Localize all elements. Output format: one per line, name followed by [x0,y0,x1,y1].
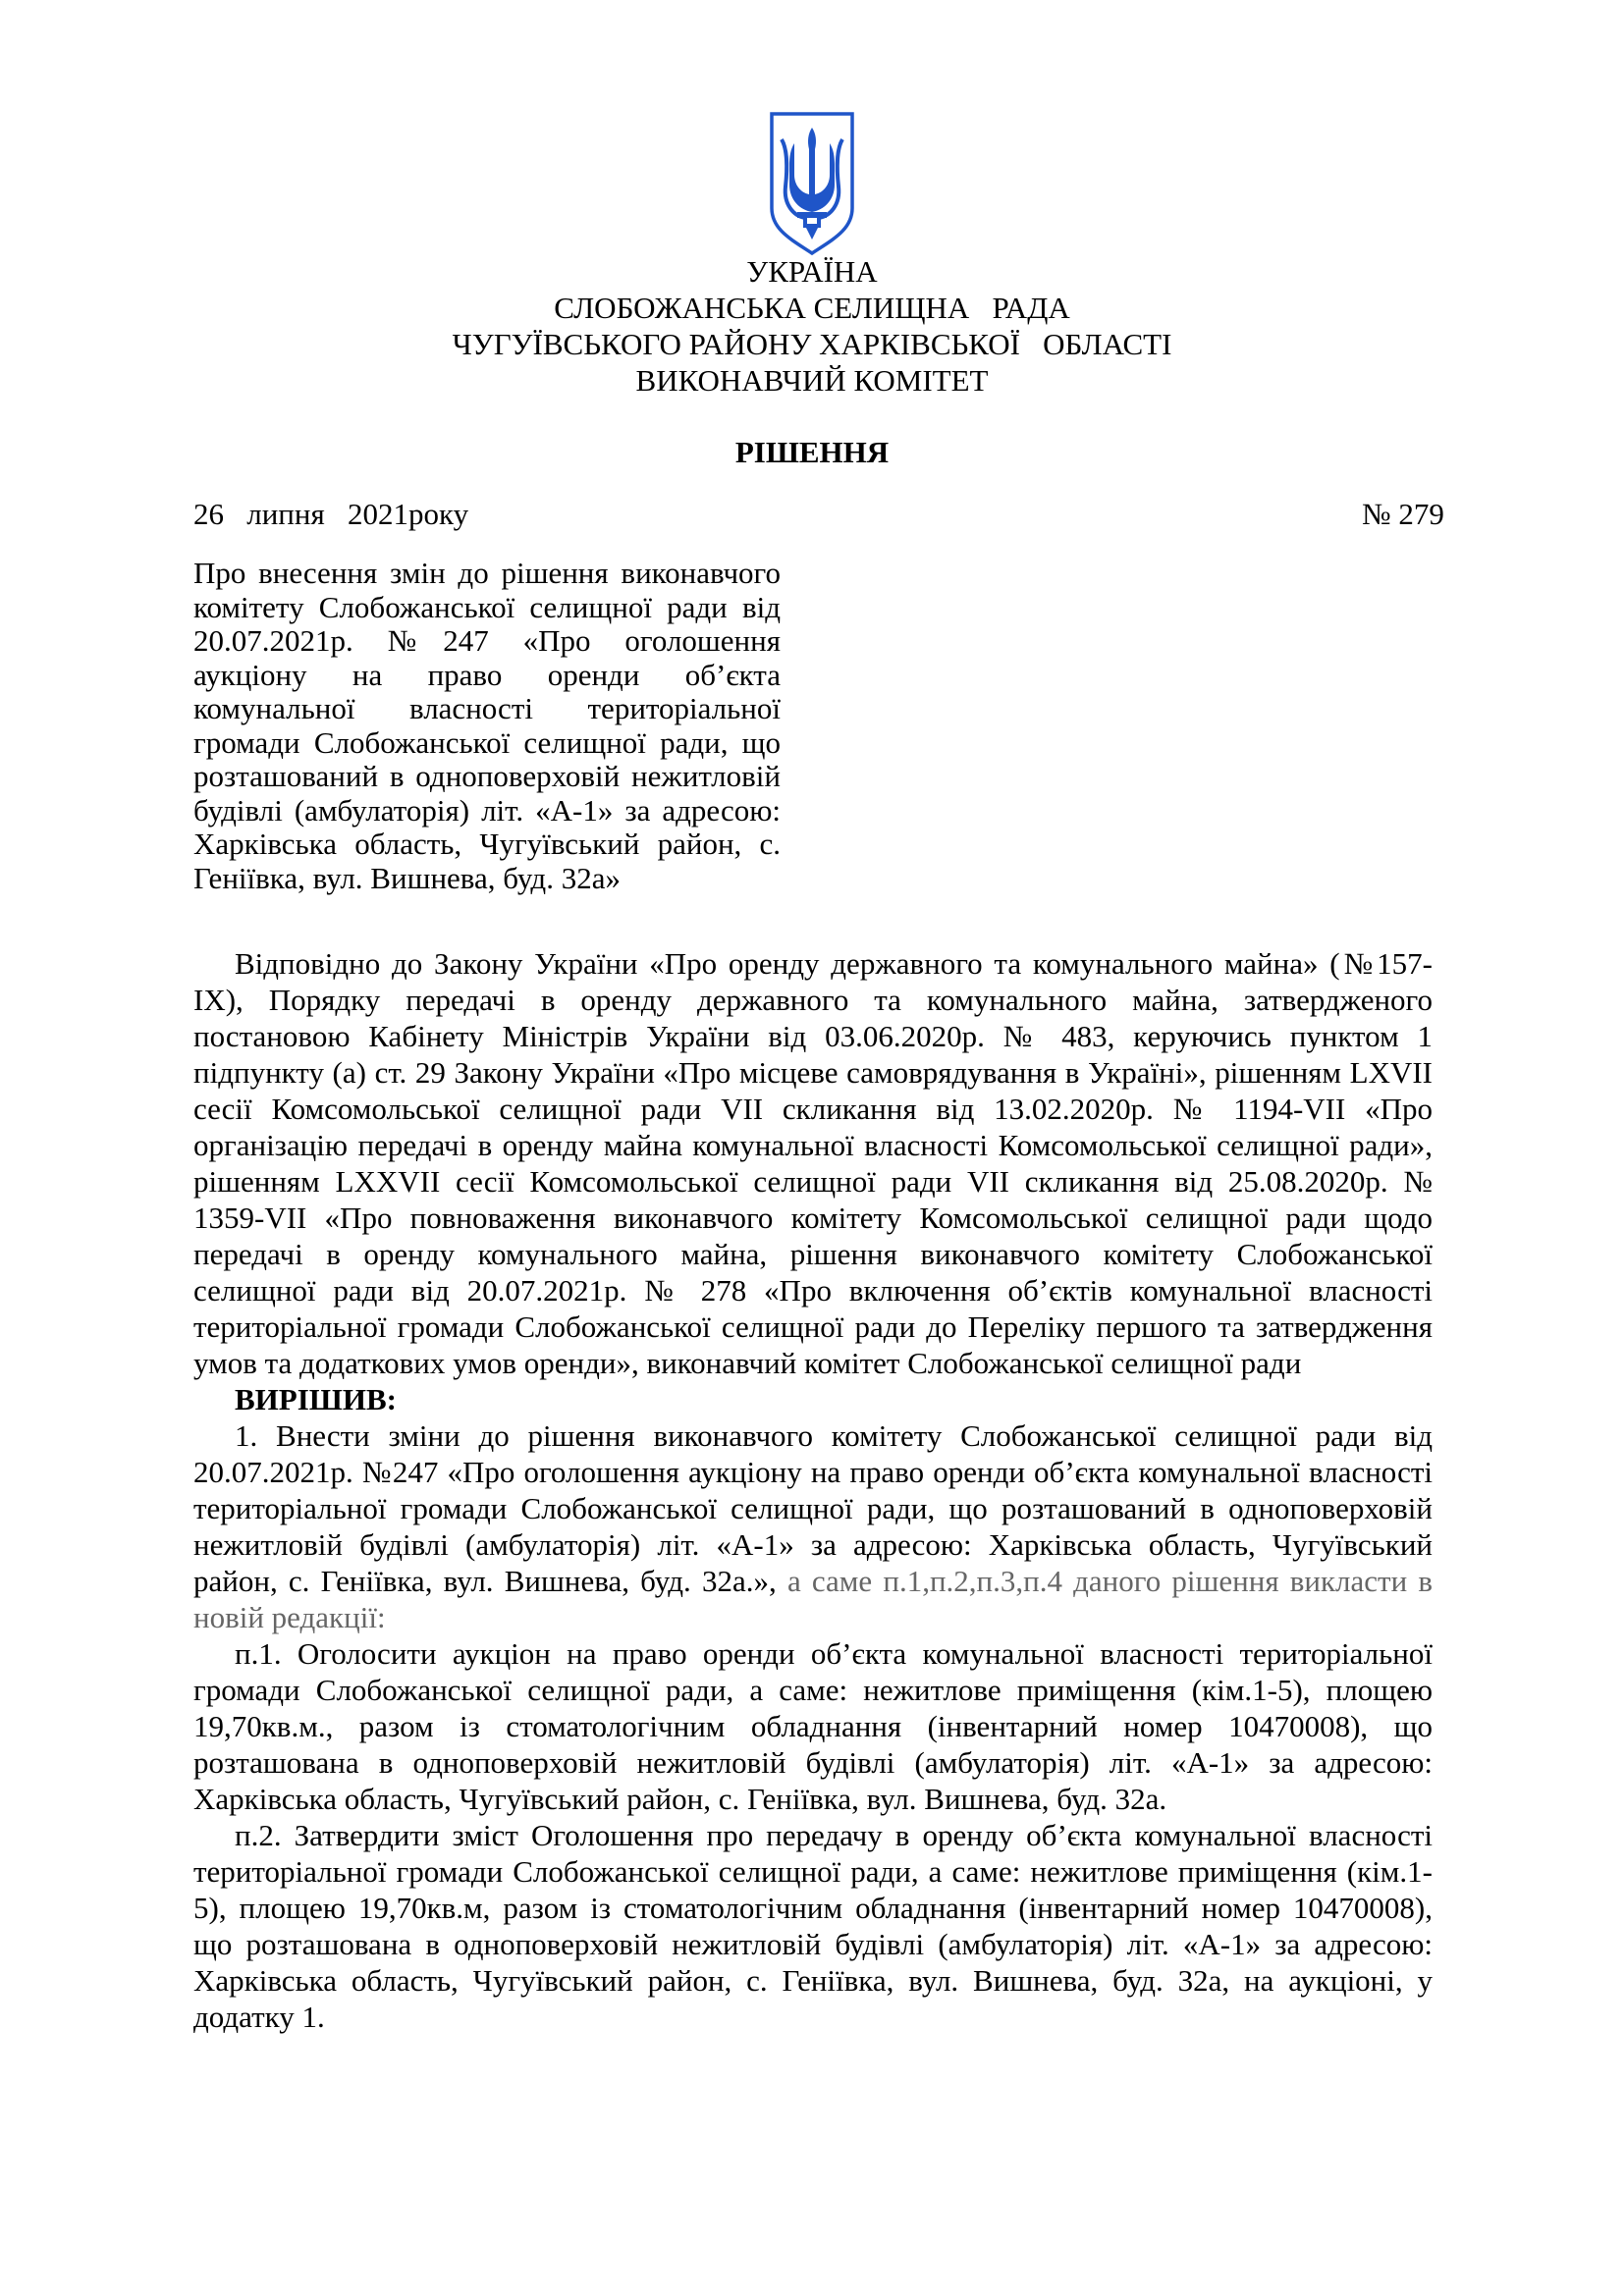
item-1-paragraph [193,1417,1433,1635]
document-number: № 279 [1362,497,1444,531]
committee-name: ВИКОНАВЧИЙ КОМІТЕТ [635,363,989,398]
document-body [193,945,1433,2035]
country-name: УКРАЇНА [746,254,878,289]
decided-heading: ВИРІШИВ: [235,1382,397,1416]
preamble-paragraph: Відповідно до Закону України «Про оренду державного та комунального майна» (№157- IX), Порядку передачі в оренду державного та комунального майна, затвердженого постановою Кабінету Міністрів України від 03.06.2020р. № 483, керуючись пунктом 1 підпункту (а) ст. 29 Закону України «Про місцеве самоврядування в Україні», рішенням LXVII сесії Комсомольської селищної ради VII скликання від 13.02.2020р. № 1194-VII «Про організацію передачі в оренду майна комунальної власності Комсомольської селищної ради», рішенням LXXVII сесії Комсомольської селищної ради VII скликання від 25.08.2020р. № 1359-VII «Про повноваження виконавчого комітету Комсомольської селищної ради щодо передачі в оренду комунального майна, рішення виконавчого комітету Слобожанської селищної ради від 20.07.2021р. № 278 «Про включення об’єктів комунальної власності територіальної громади Слобожанської селищної ради до Переліку першого та затвердження умов та додаткових умов оренди», виконавчий комітет Слобожанської селищної ради [193,946,1433,1380]
document-date: 26 липня 2021року [193,497,469,531]
council-name: СЛОБОЖАНСЬКА СЕЛИЩНА РАДА [554,291,1070,325]
issuer-header [0,253,1624,399]
coat-of-arms-icon [768,110,856,255]
district-name: ЧУГУЇВСЬКОГО РАЙОНУ ХАРКІВСЬКОЇ ОБЛАСТІ [452,327,1172,361]
document-title: РІШЕННЯ [734,435,890,469]
point-2-paragraph: п.2. Затвердити зміст Оголошення про передачу в оренду об’єкта комунальної власності територіальної громади Слобожанської селищної ради, а саме: нежитлове приміщення (кім.1-5), площею 19,70кв.м, разом із стоматологічним обладнання (інвентарний номер 10470008), що розташована в одноповерховій нежитловій будівлі (амбулаторія) літ. «А-1» за адресою: Харківська область, Чугуївський район, с. Геніївка, вул. Вишнева, буд. 32а, на аукціоні, у додатку 1. [193,1818,1433,2034]
document-subject: Про внесення змін до рішення виконавчого комітету Слобожанської селищної ради від 20.07.2021р. №247 «Про оголошення аукціону на право оренди об’єкта комунальної власності територіальної громади Слобожанської селищної ради, що розташований в одноповерховій нежитловій будівлі (амбулаторія) літ. «А-1» за адресою: Харківська область, Чугуївський район, с. Геніївка, вул. Вишнева, буд. 32а» [193,556,781,895]
item-1-tail-text: а саме п.1,п.2,п.3,п.4 даного рішення викласти в новій редакції: [193,1564,1433,1634]
point-1-paragraph: п.1. Оголосити аукціон на право оренди об’єкта комунальної власності територіальної громади Слобожанської селищної ради, а саме: нежитлове приміщення (кім.1-5), площею 19,70кв.м., разом із стоматологічним обладнання (інвентарний номер 10470008), що розташована в одноповерховій нежитловій будівлі (амбулаторія) літ. «А-1» за адресою: Харківська область, Чугуївський район, с. Геніївка, вул. Вишнева, буд. 32а. [193,1636,1433,1816]
item-1-text: 1. Внести зміни до рішення виконавчого комітету Слобожанської селищної ради від 20.07.2021р. №247 «Про оголошення аукціону на право оренди об’єкта комунальної власності територіальної громади Слобожанської селищної ради, що розташований в одноповерховій нежитловій будівлі (амбулаторія) літ. «А-1» за адресою: Харківська область, Чугуївський район, с. Геніївка, вул. Вишнева, буд. 32а.», [193,1418,1433,1598]
